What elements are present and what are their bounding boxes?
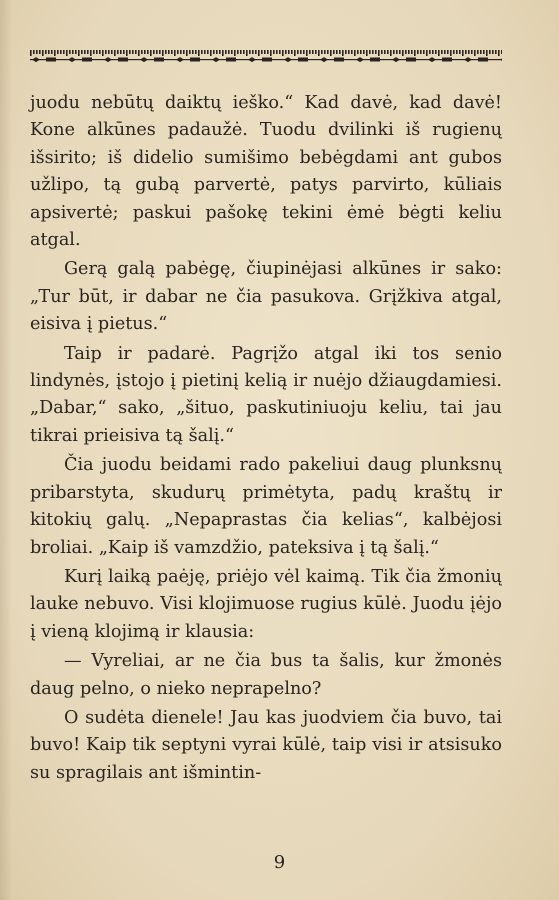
- page-gutter-shadow: [0, 0, 12, 900]
- page-number: 9: [273, 852, 286, 873]
- paragraph: — Vyreliai, ar ne čia bus ta šalis, kur žmonės daug pelno, o nieko neprapelno?: [30, 651, 502, 699]
- paragraph: juodu nebūtų daiktų ieško.“ Kad davė, kad davė! Kone alkūnes padaužė. Tuodu dvilinki iš rugienų išsirito; iš didelio sumišimo bebėgdami ant gubos užlipo, tą gubą parvertė, patys parvirto, kūliais apsivertė; paskui pašokę tekini ėmė bėgti keliu atgal.: [30, 93, 502, 251]
- paragraph: Gerą galą pabėgę, čiupinėjasi alkūnes ir sako: „Tur būt, ir dabar ne čia pasukova. Grįžkiva atgal, eisiva į pietus.“: [30, 259, 502, 335]
- paragraph: Kurį laiką paėję, priėjo vėl kaimą. Tik čia žmonių lauke nebuvo. Visi klojimuose rugius kūlė. Juodu įėjo į vieną klojimą ir klausia:: [30, 566, 502, 642]
- paragraph: Taip ir padarė. Pagrįžo atgal iki tos senio lindynės, įstojo į pietinį kelią ir nuėjo džiaugdamiesi. „Dabar,“ sako, „šituo, paskutiniuoju keliu, tai jau tikrai prieisiva tą šalį.“: [30, 343, 502, 446]
- paragraph: O sudėta dienele! Jau kas juodviem čia buvo, tai buvo! Kaip tik septyni vyrai kūlė, taip visi ir atsisuko su spragilais ant išmintin-: [30, 707, 502, 783]
- decorative-header-border: [30, 44, 502, 66]
- paragraph: Čia juodu beidami rado pakeliui daug plunksnų pribarstyta, skudurų primėtyta, padų kraštų ir kitokių galų. „Nepaprastas čia kelias“, kalbėjosi broliai. „Kaip iš vamzdžio, pateksiva į tą šalį.“: [30, 455, 502, 558]
- body-text: [30, 90, 502, 789]
